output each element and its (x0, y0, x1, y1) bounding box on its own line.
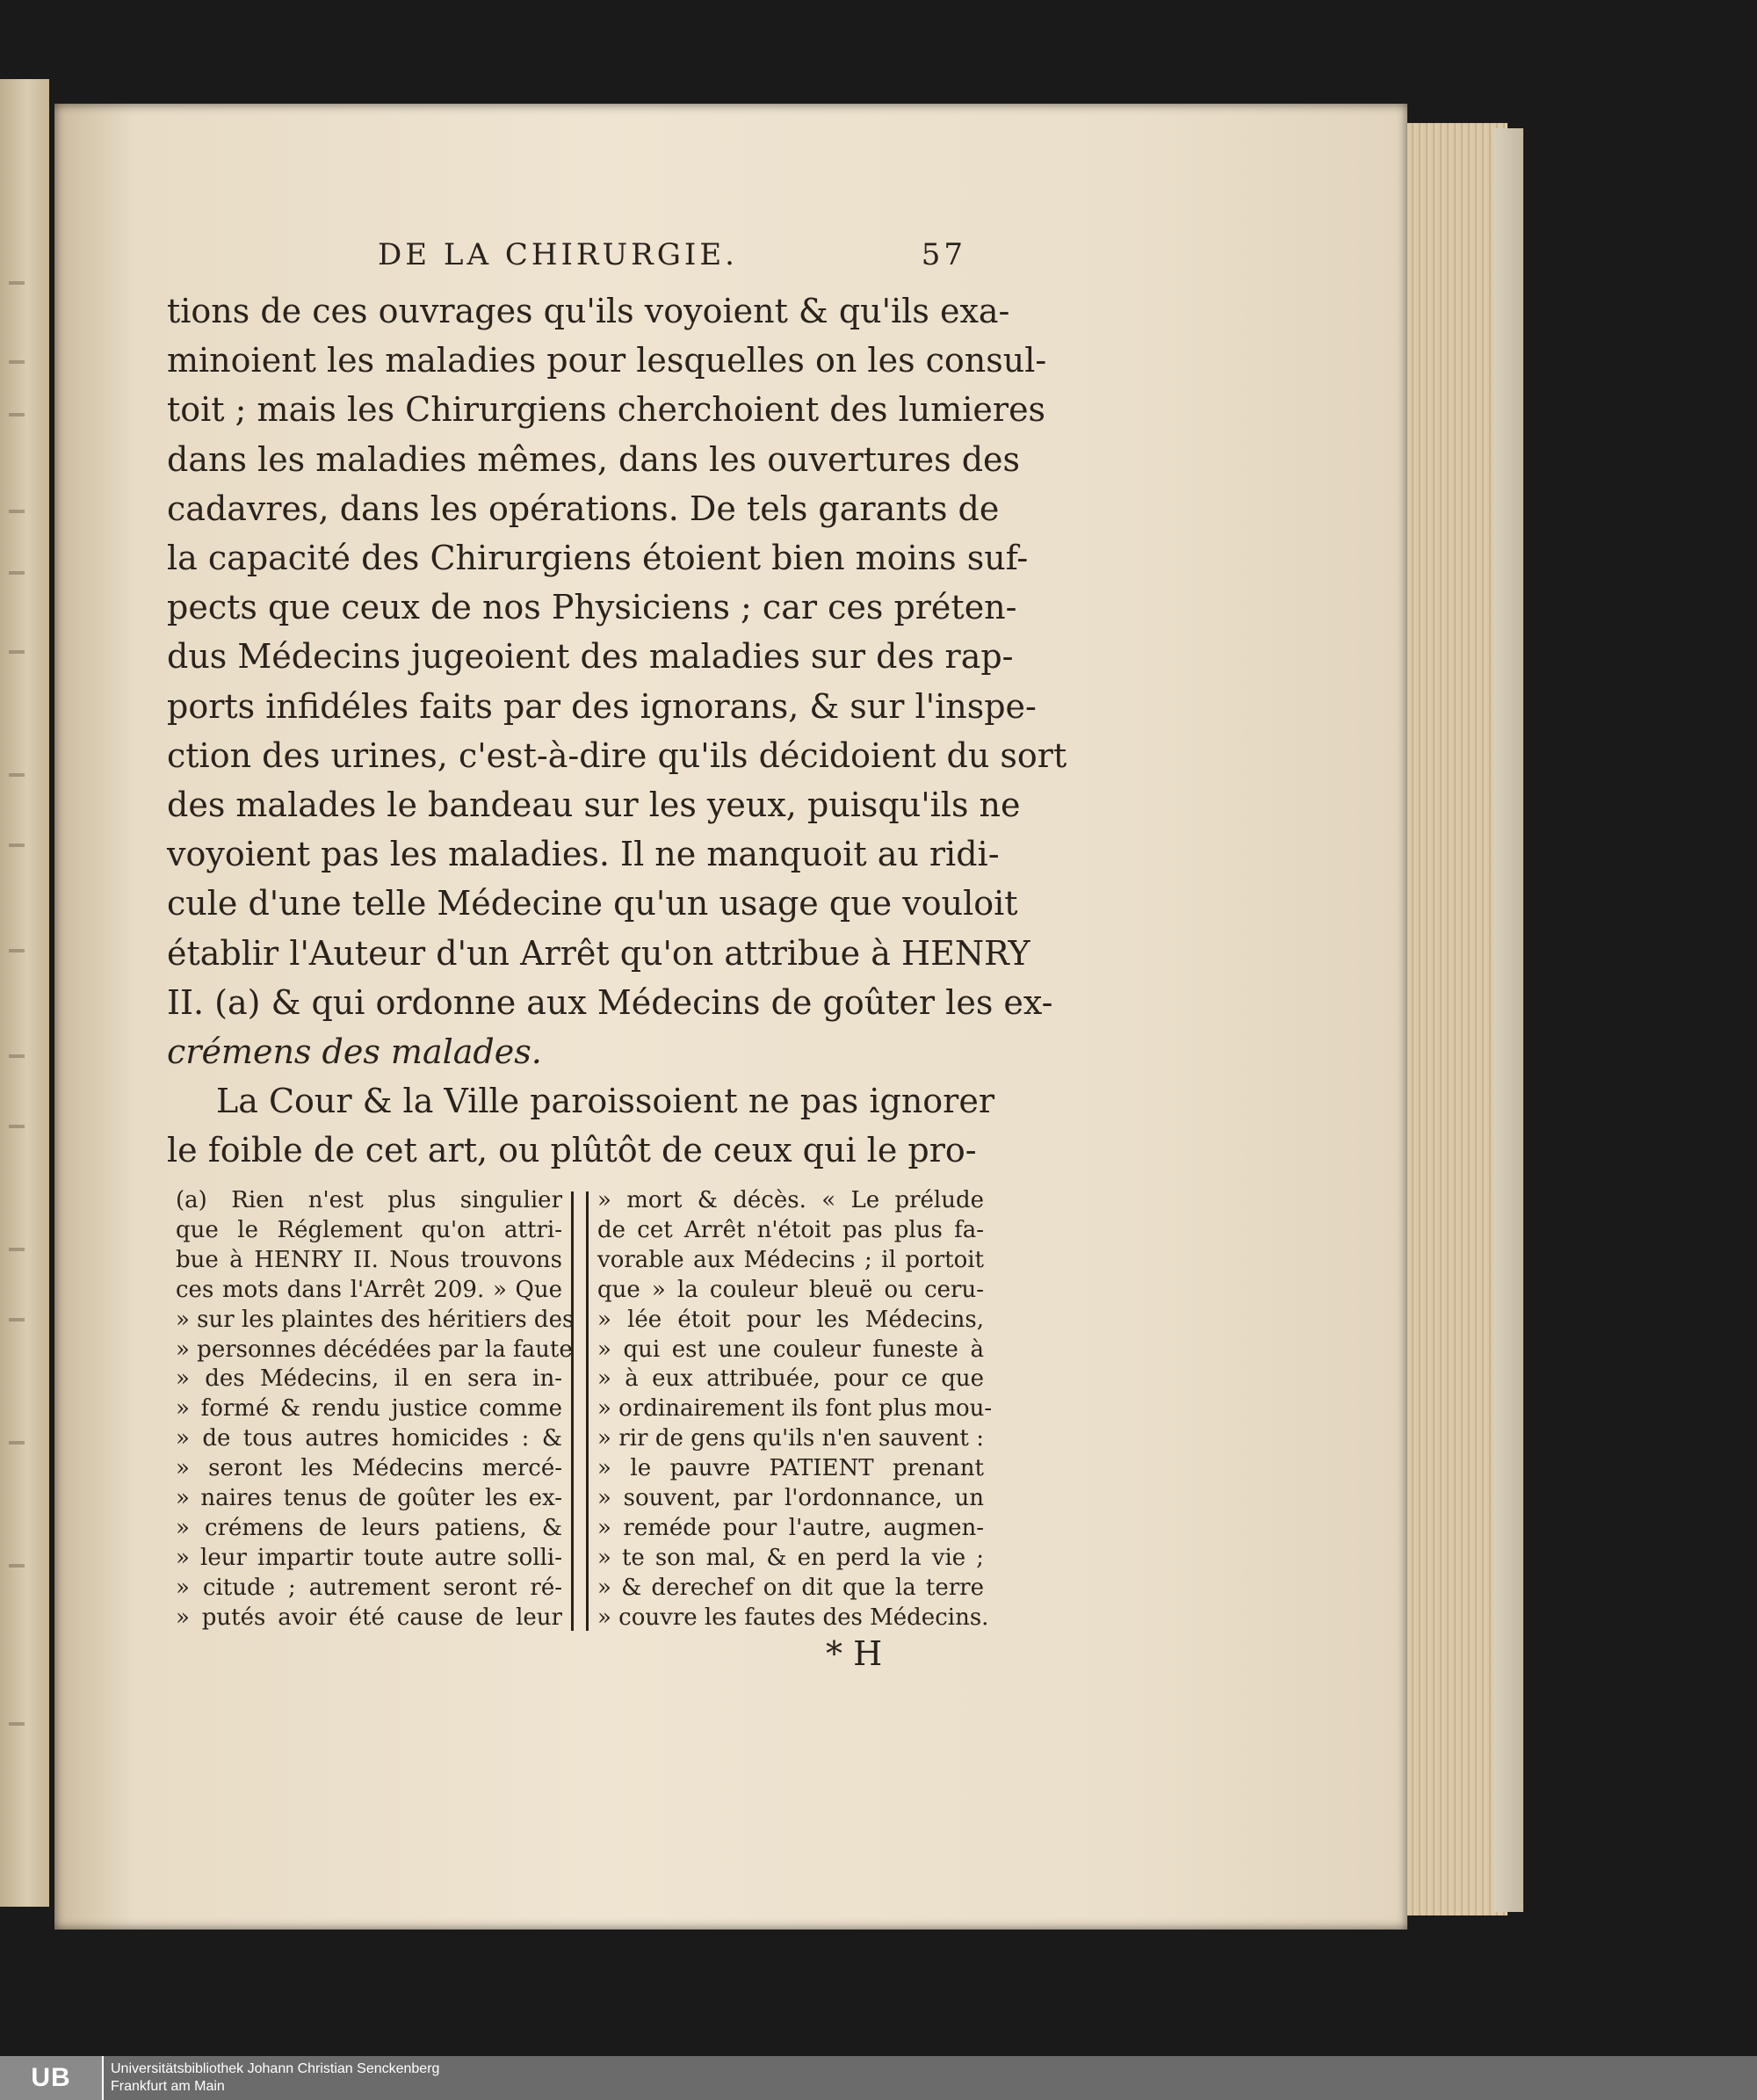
text-line: voyoient pas les maladies. Il ne manquoit au ridi- (167, 835, 1000, 874)
footnote-line: » lée étoit pour les Médecins, (597, 1306, 984, 1333)
footnote-line: » qui est une couleur funeste à (597, 1336, 984, 1363)
footnote-line: vorable aux Médecins ; il portoit (597, 1246, 984, 1273)
text-line: établir l'Auteur d'un Arrêt qu'on attribue à HENRY (167, 933, 1030, 973)
footnote-line: » couvre les fautes des Médecins. (597, 1604, 989, 1631)
text-line: la capacité des Chirurgiens étoient bien moins suf- (167, 539, 1029, 578)
book-cover-board (1493, 128, 1523, 1912)
text-line: minoient les maladies pour lesquelles on les consul- (167, 341, 1047, 380)
footnote-line: » crémens de leurs patiens, & (176, 1514, 562, 1541)
footnote-line: » ordinairement ils font plus mou- (597, 1395, 993, 1423)
main-text-block (167, 237, 1067, 1176)
text-line: toit ; mais les Chirurgiens cherchoient des lumieres (167, 390, 1046, 430)
footnote-line: » & derechef on dit que la terre (597, 1574, 984, 1601)
footnote-line: » rir de gens qu'ils n'en sauvent : (597, 1425, 984, 1452)
ub-logo[interactable]: UB (0, 2056, 104, 2100)
text-line: cadavres, dans les opérations. De tels garants de (167, 489, 1000, 528)
footnote-line: de cet Arrêt n'étoit pas plus fa- (597, 1216, 984, 1243)
text-line: des malades le bandeau sur les yeux, puisqu'ils ne (167, 786, 1021, 825)
footnote-line: » leur impartir toute autre solli- (176, 1544, 562, 1571)
text-line: ports infidéles faits par des ignorans, & sur l'inspe- (167, 686, 1037, 726)
footnote-line: que le Réglement qu'on attri- (176, 1216, 562, 1243)
running-head (167, 237, 966, 281)
footnote-line: » te son mal, & en perd la vie ; (597, 1544, 984, 1571)
footnote-line: » à eux attribuée, pour ce que (597, 1365, 984, 1393)
book-fore-edge (1402, 123, 1508, 1915)
text-line: le foible de cet art, ou plûtôt de ceux qui le pro- (167, 1131, 977, 1170)
footnote-line: » mort & décès. « Le prélude (597, 1187, 984, 1213)
footnote-line: bue à HENRY II. Nous trouvons (176, 1246, 562, 1273)
footnote-left-column (176, 1186, 575, 1643)
footnote-line: » souvent, par l'ordonnance, un (597, 1485, 984, 1512)
footnote-line: » sur les plaintes des héritiers des (176, 1306, 575, 1333)
previous-page-text-fragments (9, 281, 35, 1775)
footnote-line: » naires tenus de goûter les ex- (176, 1485, 562, 1512)
library-footer-bar (0, 2056, 1757, 2100)
footnote-line: » de tous autres homicides : & (176, 1425, 562, 1452)
text-line: dans les maladies mêmes, dans les ouvertures des (167, 439, 1021, 479)
footnote-line: » citude ; autrement seront ré- (176, 1574, 562, 1601)
text-line: dus Médecins jugeoient des maladies sur des rap- (167, 637, 1014, 677)
footnote-line: » le pauvre PATIENT prenant (597, 1455, 984, 1482)
footnote-line: (a) Rien n'est plus singulier (176, 1187, 562, 1213)
footnote-line: que » la couleur bleuë ou ceru- (597, 1276, 984, 1303)
footnote-line: » reméde pour l'autre, augmen- (597, 1514, 984, 1541)
running-title: DE LA CHIRURGIE. (378, 237, 738, 272)
text-line: crémens des malades. (167, 1032, 542, 1072)
text-line: La Cour & la Ville paroissoient ne pas ignorer (216, 1082, 995, 1121)
footnote-line: » des Médecins, il en sera in- (176, 1365, 562, 1393)
footnote-right-column (597, 1186, 993, 1643)
footnote-line: » formé & rendu justice comme (176, 1395, 562, 1423)
library-credit (104, 2060, 439, 2096)
text-line: pects que ceux de nos Physiciens ; car ces préten- (167, 588, 1017, 627)
text-line: ction des urines, c'est-à-dire qu'ils décidoient du sort (167, 735, 1067, 775)
column-double-rule (571, 1191, 589, 1631)
text-line: II. (a) & qui ordonne aux Médecins de goûter les ex- (167, 982, 1053, 1022)
footnote-line: » putés avoir été cause de leur (176, 1604, 562, 1631)
previous-page-edge (0, 79, 49, 1907)
footnote-line: » seront les Médecins mercé- (176, 1455, 562, 1482)
text-line: cule d'une telle Médecine qu'un usage que vouloit (167, 884, 1018, 923)
page-number: 57 (921, 237, 966, 272)
footnote-line: ces mots dans l'Arrêt 209. » Que (176, 1276, 562, 1303)
library-name: Universitätsbibliothek Johann Christian Senckenberg (111, 2061, 440, 2076)
text-line: tions de ces ouvrages qu'ils voyoient & qu'ils exa- (167, 292, 1010, 330)
signature-mark: * H (826, 1634, 883, 1673)
body-text (167, 286, 1067, 1176)
footnote-line: » personnes décédées par la faute (176, 1336, 573, 1363)
footnotes (176, 1186, 993, 1643)
library-city: Frankfurt am Main (111, 2079, 225, 2094)
